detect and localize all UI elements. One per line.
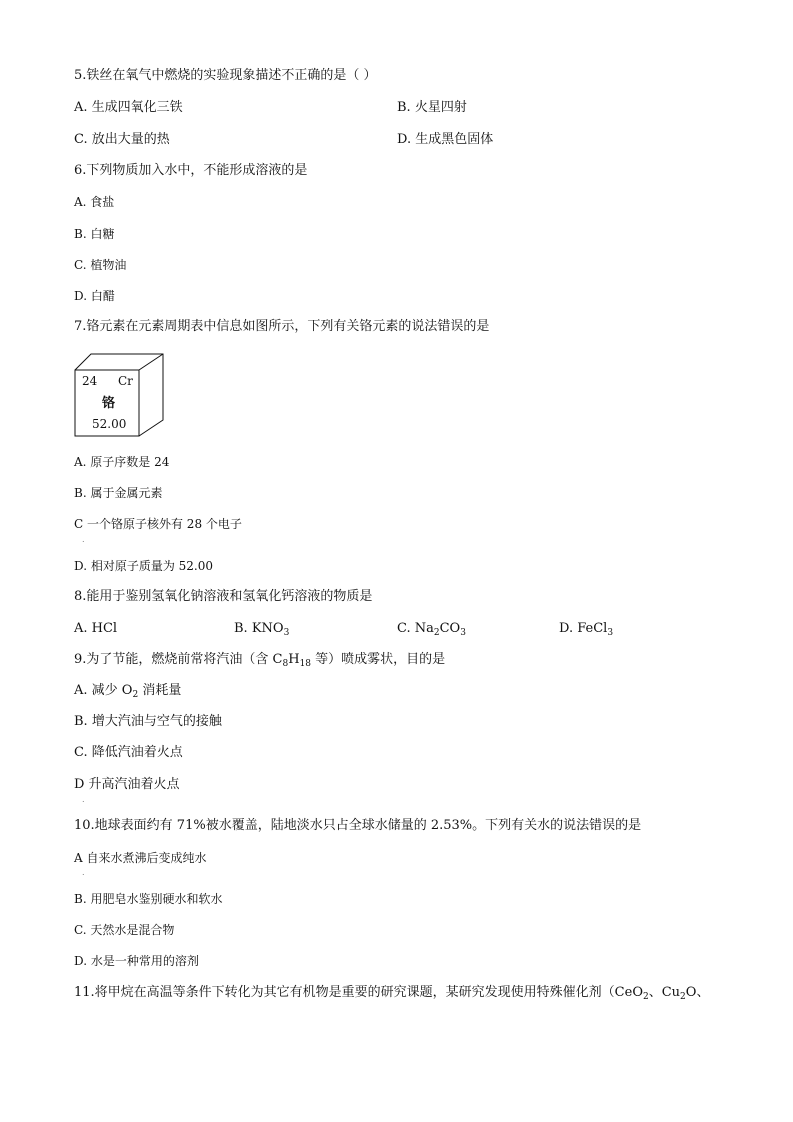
q7-stem: 7.铬元素在元素周期表中信息如图所示，下列有关铬元素的说法错误的是 — [74, 319, 490, 334]
scan-dot: . — [82, 868, 85, 877]
q7-option-a: A. 原子序数是 24 — [74, 455, 170, 469]
q5-option-c: C. 放出大量的热 — [74, 132, 170, 147]
q7-option-c: C 一个铬原子核外有 28 个电子 — [74, 517, 242, 531]
q8-option-c: C. $Na_2CO_3$ — [397, 621, 466, 638]
q6-option-b: B. 白糖 — [74, 227, 115, 241]
q6-option-a: A. 食盐 — [74, 195, 115, 209]
q9-stem: 9.为了节能，燃烧前常将汽油（含 $C_8H_{18}$ 等）喷成雾状，目的是 — [74, 652, 446, 669]
q5-stem: 5.铁丝在氧气中燃烧的实验现象描述不正确的是（ ） — [74, 68, 377, 83]
q10-option-c: C. 天然水是混合物 — [74, 923, 175, 937]
q10-option-a: A 自来水煮沸后变成纯水 — [74, 851, 207, 865]
q10-option-b: B. 用肥皂水鉴别硬水和软水 — [74, 892, 223, 906]
q9-option-c: C. 降低汽油着火点 — [74, 745, 183, 760]
q9-option-d: D 升高汽油着火点 — [74, 777, 180, 792]
q9-option-b: B. 增大汽油与空气的接触 — [74, 714, 222, 729]
q6-stem: 6.下列物质加入水中，不能形成溶液的是 — [74, 163, 308, 178]
element-atomic-number: 24 — [82, 374, 98, 388]
q6-option-c: C. 植物油 — [74, 258, 127, 272]
q10-stem: 10.地球表面约有 71%被水覆盖，陆地淡水只占全球水储量的 2.53%。下列有关水的说法错误的是 — [74, 818, 642, 833]
scan-dot: . — [82, 535, 85, 544]
q5-option-d: D. 生成黑色固体 — [397, 132, 494, 147]
q8-option-d: D. FeCl$_3$ — [559, 621, 614, 638]
q8-stem: 8.能用于鉴别氢氧化钠溶液和氢氧化钙溶液的物质是 — [74, 589, 373, 604]
q6-option-d: D. 白醋 — [74, 289, 115, 303]
q7-option-d: D. 相对原子质量为 52.00 — [74, 559, 213, 573]
q9-option-a: A. 减少 $O_2$ 消耗量 — [74, 683, 182, 700]
q7-option-b: B. 属于金属元素 — [74, 486, 163, 500]
scan-dot: . — [82, 795, 85, 804]
q10-option-d: D. 水是一种常用的溶剂 — [74, 954, 199, 968]
q11-stem: 11.将甲烷在高温等条件下转化为其它有机物是重要的研究课题，某研究发现使用特殊催化剂（CeO$_2$、$Cu_2O$、 — [74, 985, 710, 1002]
element-name: 铬 — [102, 396, 116, 411]
element-atomic-mass: 52.00 — [92, 417, 127, 431]
q8-option-a: A. HCl — [74, 621, 118, 636]
q5-option-a: A. 生成四氧化三铁 — [74, 100, 183, 115]
q5-option-b: B. 火星四射 — [397, 100, 467, 115]
q8-option-b: B. $KNO_3$ — [234, 621, 290, 638]
element-symbol: Cr — [118, 374, 133, 388]
element-cell-chromium — [74, 352, 164, 438]
